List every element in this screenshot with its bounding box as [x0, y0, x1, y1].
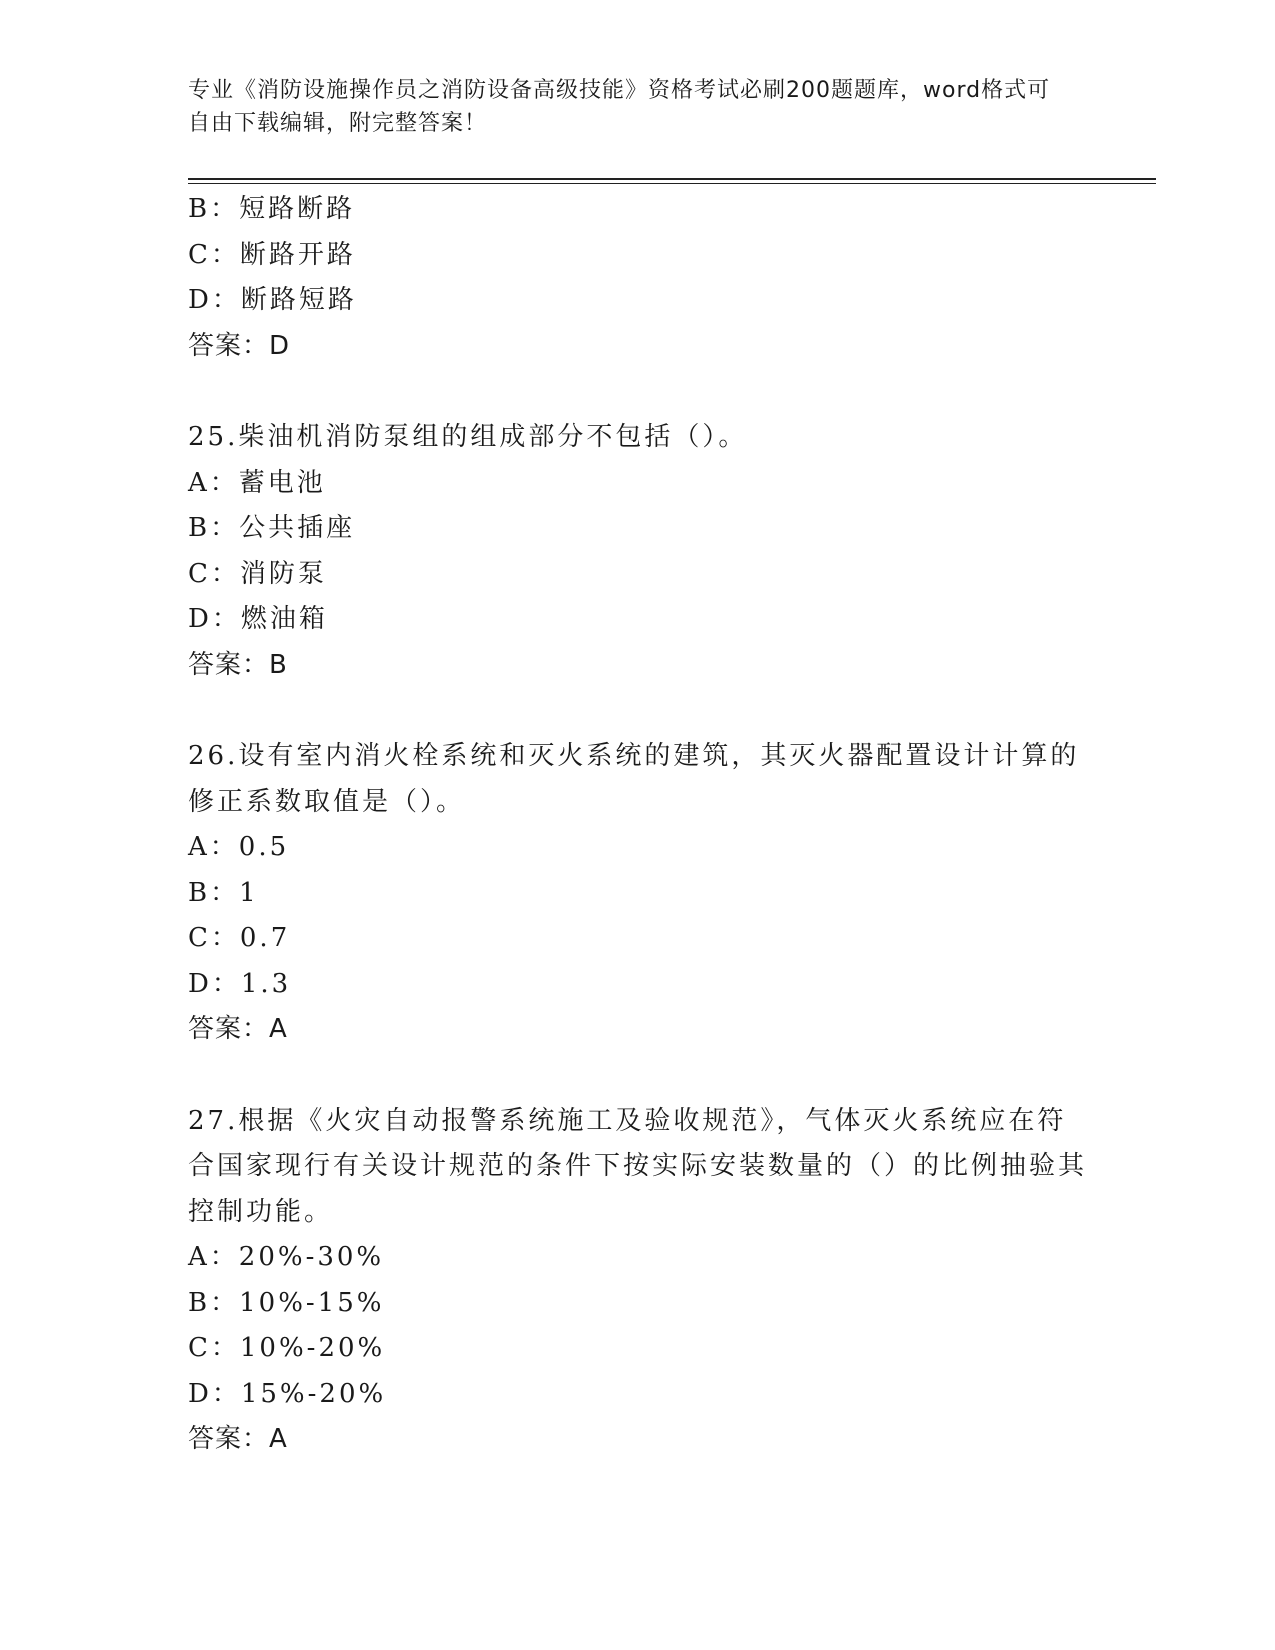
spacer: [188, 369, 1088, 415]
answer-line: 答案：B: [188, 649, 288, 680]
answer-line: 答案：A: [188, 1424, 288, 1454]
question-26: [188, 734, 1088, 1053]
option-a: A：0.5: [188, 832, 290, 862]
option-c: C：0.7: [188, 923, 291, 953]
option-c: C：消防泵: [188, 558, 327, 589]
question-25: [188, 415, 1088, 688]
option-b: B：10%-15%: [188, 1287, 385, 1318]
document-header: 专业《消防设施操作员之消防设备高级技能》资格考试必刷200题题库，word格式可自由下载编辑，附完整答案！: [188, 78, 1051, 136]
question-text: 25.柴油机消防泵组的组成部分不包括（）。: [188, 422, 748, 452]
header-divider-thin: [188, 183, 1156, 184]
answer-line: 答案：A: [188, 1014, 288, 1044]
option-d: D：15%-20%: [188, 1378, 387, 1409]
answer-line: 答案：D: [188, 330, 291, 361]
option-b: B：公共插座: [188, 513, 356, 543]
option-a: A：20%-30%: [188, 1242, 385, 1272]
option-c: C：10%-20%: [188, 1333, 386, 1363]
option-d: D：燃油箱: [188, 604, 328, 634]
question-text: 27.根据《火灾自动报警系统施工及验收规范》，气体灭火系统应在符合国家现行有关设计规范的条件下按实际安装数量的（）的比例抽验其控制功能。: [188, 1105, 1088, 1227]
question-24-continued: [188, 187, 1088, 369]
option-d: D：1.3: [188, 968, 292, 999]
option-b: B：1: [188, 877, 259, 908]
question-text: 26.设有室内消火栓系统和灭火系统的建筑，其灭火器配置设计计算的修正系数取值是（）。: [188, 741, 1080, 817]
question-27: [188, 1099, 1088, 1463]
spacer: [188, 1053, 1088, 1099]
spacer: [188, 688, 1088, 734]
option-b: B：短路断路: [188, 194, 356, 224]
option-c: C：断路开路: [188, 239, 356, 270]
option-a: A：蓄电池: [188, 467, 326, 498]
option-d: D：断路短路: [188, 285, 357, 315]
header-divider-thick: [188, 178, 1156, 180]
question-list: [188, 187, 1088, 1463]
